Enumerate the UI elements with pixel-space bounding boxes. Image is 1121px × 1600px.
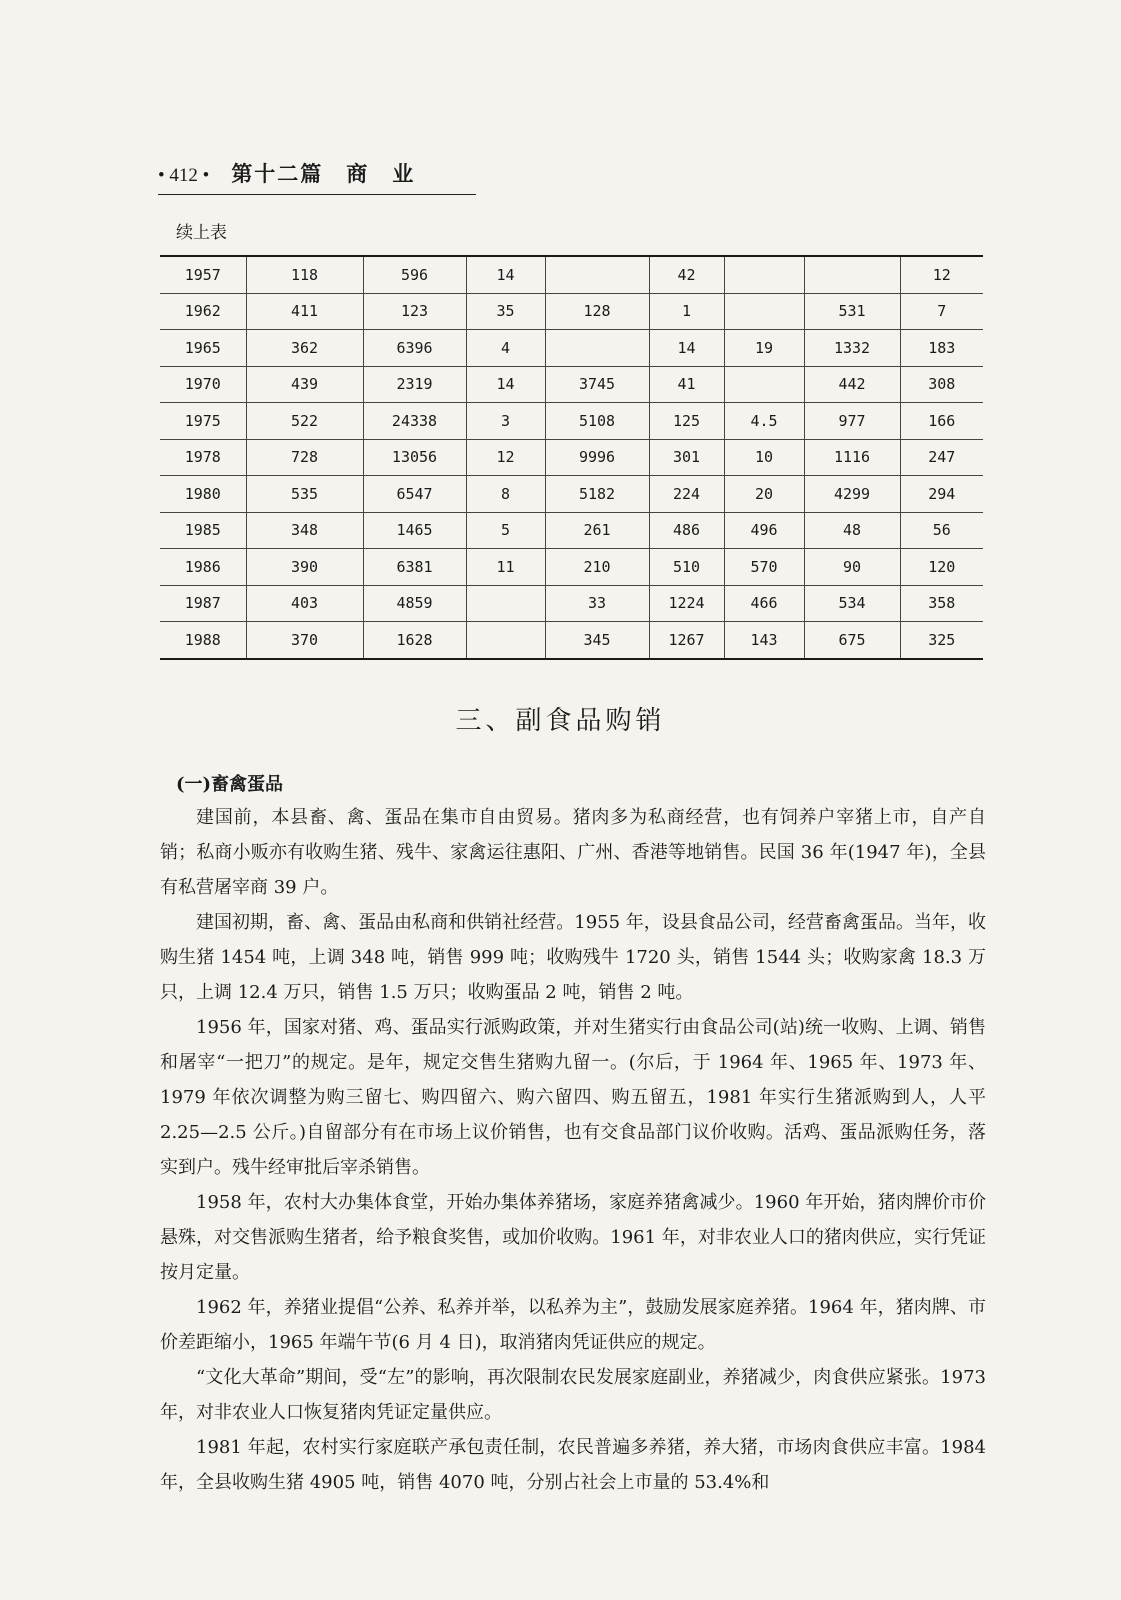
table-cell: 675 [804,622,900,659]
table-cell: 5 [466,512,545,549]
table-cell: 128 [545,293,649,330]
table-cell: 301 [649,439,724,476]
table-cell: 123 [363,293,466,330]
table-cell: 3 [466,403,545,440]
table-cell: 6547 [363,476,466,513]
table-row [160,549,983,586]
table-cell [545,256,649,293]
table-cell: 390 [246,549,363,586]
table-cell: 1465 [363,512,466,549]
table-cell: 19 [724,330,804,367]
section-title: 三、副食品购销 [455,706,666,736]
paragraph: 1958 年，农村大办集体食堂，开始办集体养猪场，家庭养猪禽减少。1960 年开始，猪肉牌价市价悬殊，对交售派购生猪者，给予粮食奖售，或加价收购。1961 年，对非农业人口的猪肉供应，实行凭证按月定量。 [160,1192,986,1283]
table-cell: 442 [804,366,900,403]
table-cell: 370 [246,622,363,659]
table-cell: 534 [804,585,900,622]
table-cell: 12 [900,256,983,293]
table-cell: 4 [466,330,545,367]
table-cell: 439 [246,366,363,403]
table-cell: 24338 [363,403,466,440]
table-cell: 348 [246,512,363,549]
table-row [160,439,983,476]
table-cell: 6381 [363,549,466,586]
table-cell: 308 [900,366,983,403]
table-cell: 358 [900,585,983,622]
year-cell: 1985 [160,512,246,549]
table-cell: 1267 [649,622,724,659]
table-cell: 7 [900,293,983,330]
table-row [160,622,983,659]
table-cell: 977 [804,403,900,440]
table-cell [545,330,649,367]
table-row [160,256,983,293]
table-cell: 4859 [363,585,466,622]
table-cell: 14 [466,366,545,403]
year-cell: 1970 [160,366,246,403]
table-cell: 728 [246,439,363,476]
table-row [160,476,983,513]
table-cell: 522 [246,403,363,440]
table-cell: 9996 [545,439,649,476]
table-cell: 56 [900,512,983,549]
table-cell: 570 [724,549,804,586]
year-cell: 1986 [160,549,246,586]
table-row [160,366,983,403]
table-cell [724,366,804,403]
paragraph: 1956 年，国家对猪、鸡、蛋品实行派购政策，并对生猪实行由食品公司(站)统一收购、上调、销售和屠宰“一把刀”的规定。是年，规定交售生猪购九留一。(尔后，于 1964 年、1965 年、1973 年、1979 年依次调整为购三留七、购四留六、购六留四、购五留五，1981 年实行生猪派购到人，人平 2.25—2.5 公斤。)自留部分有在市场上议价销售，也有交食品部门议价收购。活鸡、蛋品派购任务，落实到户。残牛经审批后宰杀销售。 [160,1017,986,1178]
table-cell: 4.5 [724,403,804,440]
table-row [160,585,983,622]
table-cell: 1116 [804,439,900,476]
table-cell: 10 [724,439,804,476]
year-cell: 1957 [160,256,246,293]
table-cell: 510 [649,549,724,586]
table-row [160,330,983,367]
table-cell: 5182 [545,476,649,513]
table-cell [804,256,900,293]
table-cell: 411 [246,293,363,330]
table-cell [466,585,545,622]
table-cell: 42 [649,256,724,293]
table-cell: 345 [545,622,649,659]
table-cell: 261 [545,512,649,549]
table-cell: 143 [724,622,804,659]
paragraph: 1962 年，养猪业提倡“公养、私养并举，以私养为主”，鼓励发展家庭养猪。1964 年，猪肉牌、市价差距缩小，1965 年端午节(6 月 4 日)，取消猪肉凭证供应的规定。 [160,1297,986,1353]
table-cell: 1332 [804,330,900,367]
table-cell: 466 [724,585,804,622]
table-cell: 8 [466,476,545,513]
table-cell: 90 [804,549,900,586]
table-cell [724,293,804,330]
chapter-title: 第十二篇 商 业 [231,161,416,186]
table-cell: 1628 [363,622,466,659]
table-cell: 6396 [363,330,466,367]
page-header [158,158,476,195]
year-cell: 1980 [160,476,246,513]
data-table [160,255,983,660]
table-cell: 41 [649,366,724,403]
table-cell: 11 [466,549,545,586]
table-cell: 14 [649,330,724,367]
table-cell: 12 [466,439,545,476]
table-cell: 183 [900,330,983,367]
year-cell: 1965 [160,330,246,367]
year-cell: 1975 [160,403,246,440]
table-row [160,293,983,330]
table-cell: 120 [900,549,983,586]
table-cell: 48 [804,512,900,549]
table-cell: 118 [246,256,363,293]
table-cell: 33 [545,585,649,622]
table-cell: 486 [649,512,724,549]
table-cell: 1224 [649,585,724,622]
table-cell: 4299 [804,476,900,513]
table-cell: 247 [900,439,983,476]
table-cell: 14 [466,256,545,293]
page-number: • 412 • [158,165,210,186]
table-cell: 166 [900,403,983,440]
table-cell: 13056 [363,439,466,476]
year-cell: 1988 [160,622,246,659]
table-cell: 531 [804,293,900,330]
table-cell: 5108 [545,403,649,440]
table-cell: 496 [724,512,804,549]
table-cell: 2319 [363,366,466,403]
year-cell: 1987 [160,585,246,622]
table-cell: 224 [649,476,724,513]
year-cell: 1978 [160,439,246,476]
year-cell: 1962 [160,293,246,330]
body-text [160,800,986,1500]
paragraph: 建国前，本县畜、禽、蛋品在集市自由贸易。猪肉多为私商经营，也有饲养户宰猪上市，自产自销；私商小贩亦有收购生猪、残牛、家禽运往惠阳、广州、香港等地销售。民国 36 年(1947 年)，全县有私营屠宰商 39 户。 [160,807,986,898]
table-cell: 403 [246,585,363,622]
table-caption: 续上表 [176,223,227,243]
table-row [160,403,983,440]
table-cell: 20 [724,476,804,513]
paragraph: 建国初期，畜、禽、蛋品由私商和供销社经营。1955 年，设县食品公司，经营畜禽蛋品。当年，收购生猪 1454 吨，上调 348 吨，销售 999 吨；收购残牛 1720 头，销售 1544 头；收购家禽 18.3 万只，上调 12.4 万只，销售 1.5 万只；收购蛋品 2 吨，销售 2 吨。 [160,912,986,1003]
table-cell: 535 [246,476,363,513]
paragraph: 1981 年起，农村实行家庭联产承包责任制，农民普遍多养猪，养大猪，市场肉食供应丰富。1984 年，全县收购生猪 4905 吨，销售 4070 吨，分别占社会上市量的 53.4%和 [160,1437,986,1493]
table-cell: 325 [900,622,983,659]
table-cell: 210 [545,549,649,586]
table-cell: 362 [246,330,363,367]
paragraph: “文化大革命”期间，受“左”的影响，再次限制农民发展家庭副业，养猪减少，肉食供应紧张。1973 年，对非农业人口恢复猪肉凭证定量供应。 [160,1367,986,1423]
table-cell: 125 [649,403,724,440]
table-row [160,512,983,549]
table-cell [466,622,545,659]
table-cell: 35 [466,293,545,330]
subsection-title: (一)畜禽蛋品 [176,774,284,795]
table-cell: 3745 [545,366,649,403]
table-cell: 1 [649,293,724,330]
table-cell: 596 [363,256,466,293]
table-cell [724,256,804,293]
table-cell: 294 [900,476,983,513]
